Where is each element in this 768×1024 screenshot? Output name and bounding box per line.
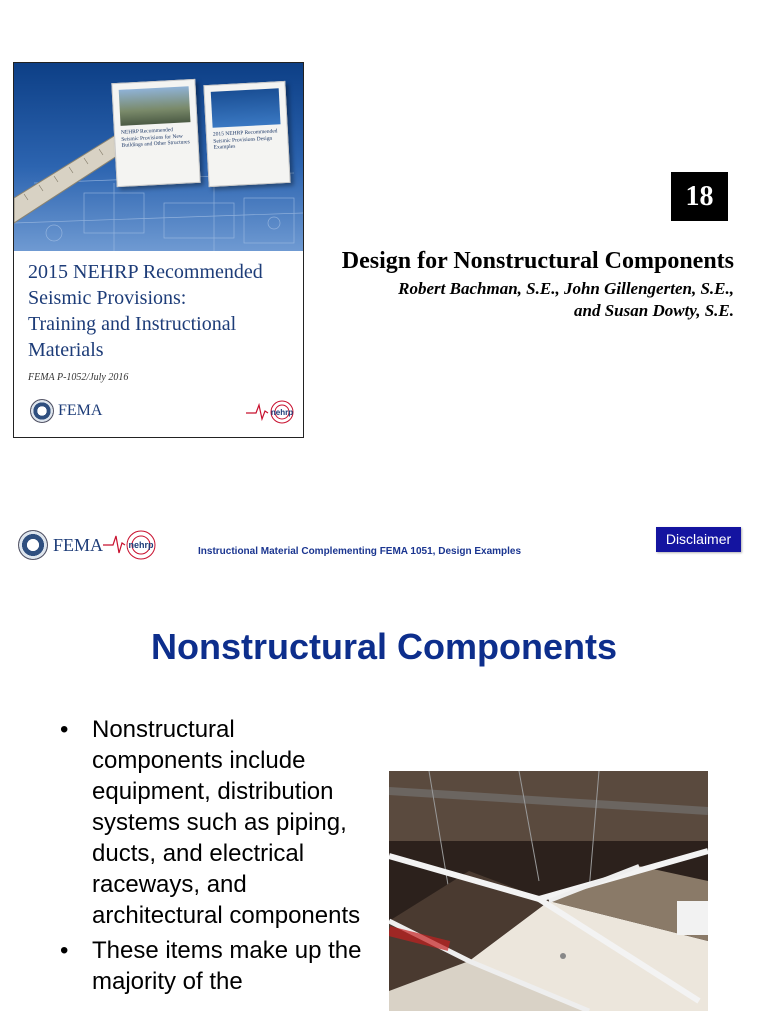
list-item [60,714,370,931]
nehrp-logo-icon [246,399,302,425]
authors-line: and Susan Dowty, S.E. [574,301,734,320]
bullet-text: Nonstructural components include equipment, distribution systems such as piping, ducts, and electrical raceways, and architectural components [92,716,361,929]
cover-title-line: Training and Instructional [28,313,237,335]
header-logo [18,528,161,562]
book-design-examples [203,81,290,187]
slide-number-badge: 18 [671,172,728,221]
ceiling-grid-illustration [389,771,708,1011]
book-design-examples-title: 2015 NEHRP Recommended Seismic Provisions Design Examples [212,128,278,151]
book-cover-photo [211,88,281,128]
cover-title [28,259,298,363]
cover-photo-books-on-blueprints [14,63,303,251]
book-provisions-title: NEHRP Recommended Seismic Provisions for New Buildings and Other Structures [120,127,190,149]
section-title: Nonstructural Components [150,626,617,667]
disclaimer-button[interactable]: Disclaimer [656,527,741,552]
book-provisions [111,79,200,187]
dhs-seal-icon [18,530,48,560]
publication-cover-image [13,62,304,438]
nehrp-wordmark: nehrp [128,540,154,550]
bullet-icon: • [60,716,69,743]
bullet-text: These items make up the majority of the [92,937,362,995]
authors-line: Robert Bachman, S.E., John Gillengerten, S.E., [398,279,734,298]
slide-title: Design for Nonstructural Components [341,248,734,274]
fema-wordmark: FEMA [53,534,104,555]
cover-title-line: 2015 NEHRP Recommended [28,261,263,283]
nehrp-wordmark: nehrp [270,408,294,417]
fema-wordmark: FEMA [58,402,103,419]
nehrp-logo-icon [103,528,161,562]
slide-authors [314,278,734,322]
cover-fema-logo [30,399,102,423]
footer-tagline: Instructional Material Complementing FEMA 1051, Design Examples [198,546,522,557]
dhs-seal-icon [30,399,54,423]
cover-title-line: Seismic Provisions: [28,287,187,309]
bullet-list [60,714,370,1001]
cover-publication-number: FEMA P-1052/July 2016 [28,372,129,383]
book-building-photo [119,86,191,126]
cover-title-line: Materials [28,339,104,361]
list-item [60,935,370,997]
suspended-ceiling-photo [389,771,708,1011]
bullet-icon: • [60,937,69,964]
